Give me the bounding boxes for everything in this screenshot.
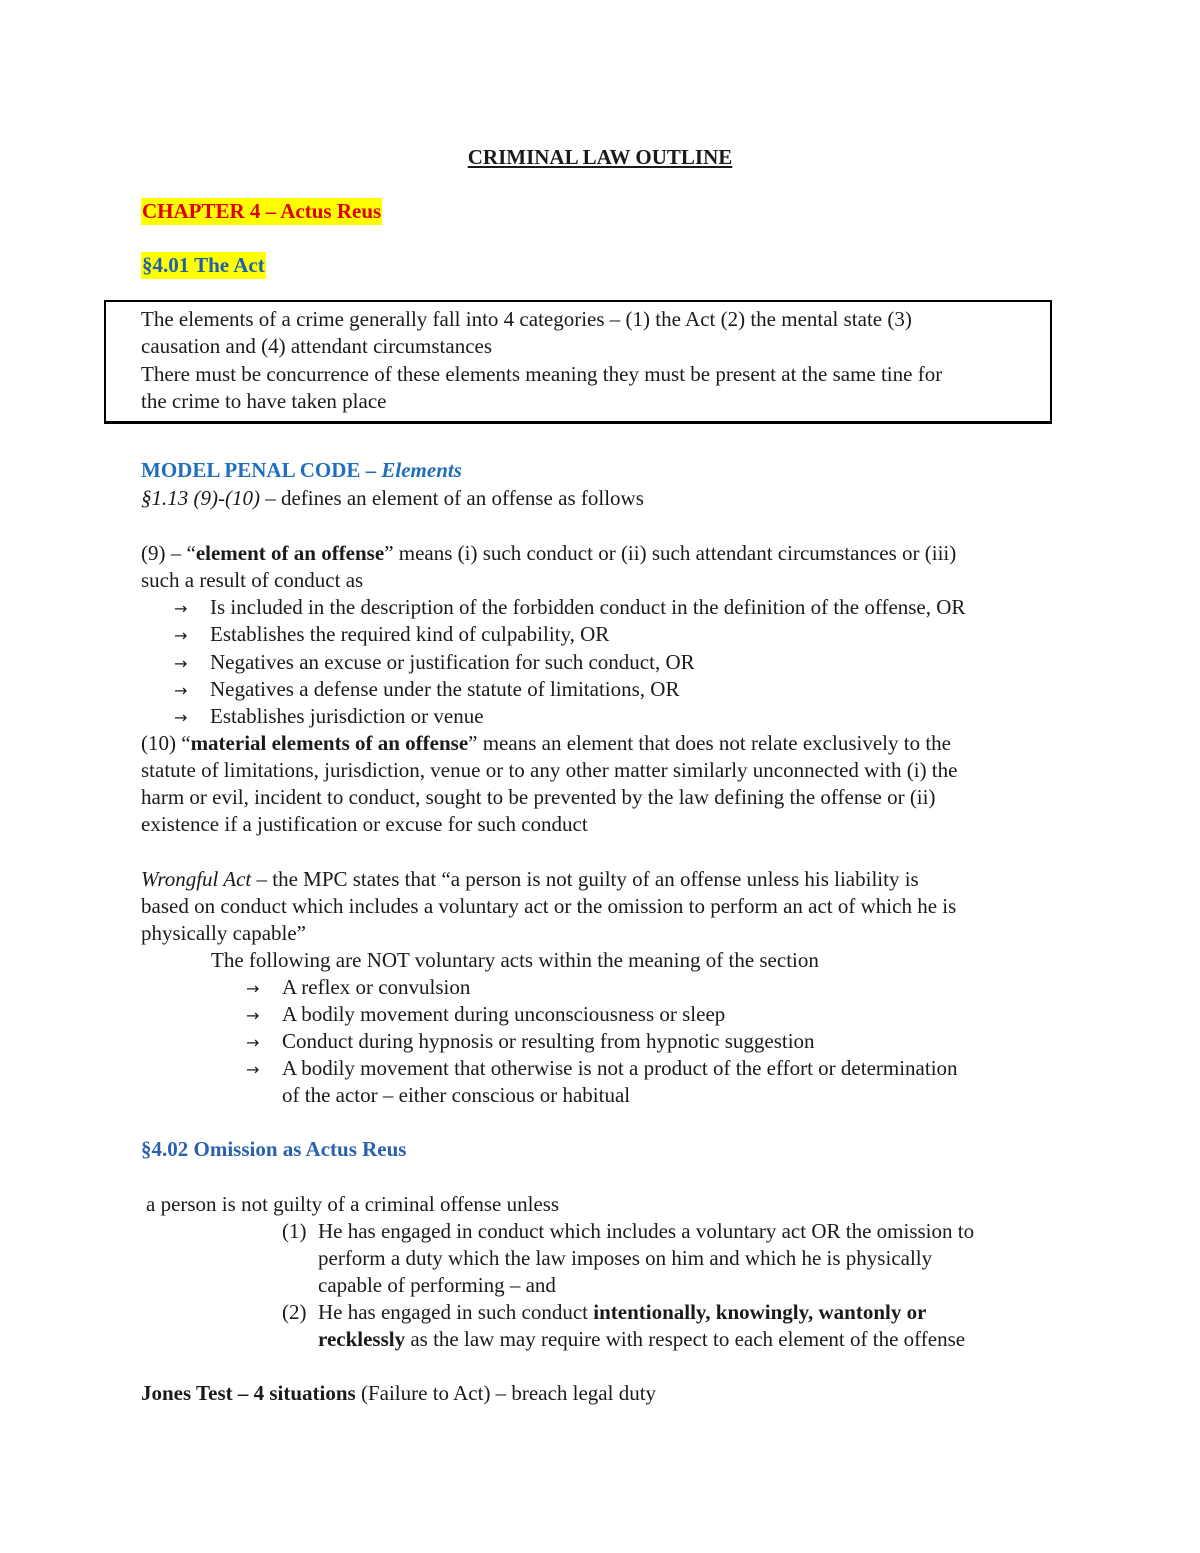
- list-item-text: Negatives an excuse or justification for such conduct, OR: [210, 650, 695, 674]
- arrow-icon: →: [246, 1006, 260, 1025]
- not-voluntary-intro: The following are NOT voluntary acts within the meaning of the section: [211, 948, 819, 972]
- omission-item-line: [318, 1299, 926, 1326]
- list-item: [246, 1001, 725, 1029]
- arrow-icon: →: [174, 708, 188, 727]
- list-item-continuation: of the actor – either conscious or habitual: [282, 1083, 631, 1107]
- omission-item-text: as the law may require with respect to each element of the offense: [405, 1327, 966, 1351]
- mental-states-bold: recklessly: [318, 1327, 406, 1351]
- chapter-heading: CHAPTER 4 – Actus Reus: [142, 199, 382, 223]
- mpc-citation-rest: – defines an element of an offense as follows: [259, 486, 644, 510]
- omission-item-line: perform a duty which the law imposes on him and which he is physically: [318, 1246, 933, 1270]
- definition-10-line: statute of limitations, jurisdiction, venue or to any other matter similarly unconnected with (i) the: [141, 758, 958, 782]
- box-line: The elements of a crime generally fall into 4 categories – (1) the Act (2) the mental state (3): [141, 307, 912, 331]
- omission-item-line: He has engaged in conduct which includes a voluntary act OR the omission to: [318, 1219, 975, 1243]
- wrongful-act-line: based on conduct which includes a voluntary act or the omission to perform an act of which he is: [141, 894, 957, 918]
- jones-test-rest: (Failure to Act) – breach legal duty: [355, 1381, 657, 1405]
- list-item-text: Is included in the description of the forbidden conduct in the definition of the offense, OR: [210, 595, 966, 619]
- section-heading-402: §4.02 Omission as Actus Reus: [141, 1137, 407, 1161]
- omission-item-number: (1): [282, 1219, 307, 1243]
- list-item: [246, 1028, 815, 1056]
- box-line: causation and (4) attendant circumstances: [141, 334, 493, 358]
- arrow-icon: →: [174, 681, 188, 700]
- list-item-text: A bodily movement that otherwise is not a product of the effort or determination: [282, 1056, 958, 1080]
- mpc-heading-emphasis: Elements: [381, 458, 462, 482]
- definition-10-rest: ” means an element that does not relate exclusively to the: [468, 731, 951, 755]
- list-item: [174, 594, 965, 622]
- mpc-heading-main: MODEL PENAL CODE –: [141, 458, 382, 482]
- section-heading-401: §4.01 The Act: [142, 253, 265, 277]
- definition-9-line: [141, 540, 956, 567]
- definition-9-term: element of an offense: [195, 541, 385, 565]
- definition-10-prefix: (10) “: [141, 731, 191, 755]
- list-item-text: Negatives a defense under the statute of limitations, OR: [210, 677, 680, 701]
- definition-9-prefix: (9) – “: [141, 541, 196, 565]
- list-item: [174, 676, 679, 704]
- arrow-icon: →: [246, 979, 260, 998]
- definition-10-line: [141, 730, 951, 757]
- box-line: There must be concurrence of these elements meaning they must be present at the same tine for: [141, 362, 943, 386]
- omission-item-text: He has engaged in such conduct: [318, 1300, 594, 1324]
- wrongful-act-line: [141, 866, 919, 893]
- arrow-icon: →: [246, 1060, 260, 1079]
- mental-states-bold: intentionally, knowingly, wantonly or: [593, 1300, 927, 1324]
- definition-9-line2: such a result of conduct as: [141, 568, 364, 592]
- jones-test-heading: Jones Test – 4 situations: [141, 1381, 356, 1405]
- definition-10-line: harm or evil, incident to conduct, sought to be prevented by the law defining the offense or (ii): [141, 785, 936, 809]
- omission-intro: a person is not guilty of a criminal offense unless: [146, 1192, 560, 1216]
- list-item-text: Conduct during hypnosis or resulting from hypnotic suggestion: [282, 1029, 815, 1053]
- definition-9-rest: ” means (i) such conduct or (ii) such attendant circumstances or (iii): [384, 541, 957, 565]
- wrongful-act-rest: – the MPC states that “a person is not guilty of an offense unless his liability is: [251, 867, 919, 891]
- wrongful-act-line: physically capable”: [141, 921, 307, 945]
- definition-10-line: existence if a justification or excuse for such conduct: [141, 812, 588, 836]
- list-item: [246, 1055, 958, 1083]
- box-line: the crime to have taken place: [141, 389, 387, 413]
- list-item: [174, 621, 609, 649]
- mpc-citation: §1.13 (9)-(10): [141, 486, 260, 510]
- jones-test-line: [141, 1380, 656, 1407]
- list-item: [174, 703, 484, 731]
- wrongful-act-term: Wrongful Act: [141, 867, 252, 891]
- list-item: [174, 649, 695, 677]
- arrow-icon: →: [174, 626, 188, 645]
- document-title: CRIMINAL LAW OUTLINE: [467, 145, 733, 169]
- list-item-text: Establishes jurisdiction or venue: [210, 704, 484, 728]
- list-item-text: A bodily movement during unconsciousness or sleep: [282, 1002, 726, 1026]
- omission-item-number: (2): [282, 1300, 307, 1324]
- definition-10-term: material elements of an offense: [190, 731, 469, 755]
- list-item-text: Establishes the required kind of culpability, OR: [210, 622, 610, 646]
- omission-item-line: capable of performing – and: [318, 1273, 556, 1297]
- arrow-icon: →: [246, 1033, 260, 1052]
- omission-item-line: [318, 1326, 965, 1353]
- list-item-text: A reflex or convulsion: [282, 975, 471, 999]
- mpc-citation-line: [141, 485, 644, 512]
- arrow-icon: →: [174, 599, 188, 618]
- arrow-icon: →: [174, 654, 188, 673]
- mpc-heading: [141, 457, 462, 484]
- list-item: [246, 974, 470, 1002]
